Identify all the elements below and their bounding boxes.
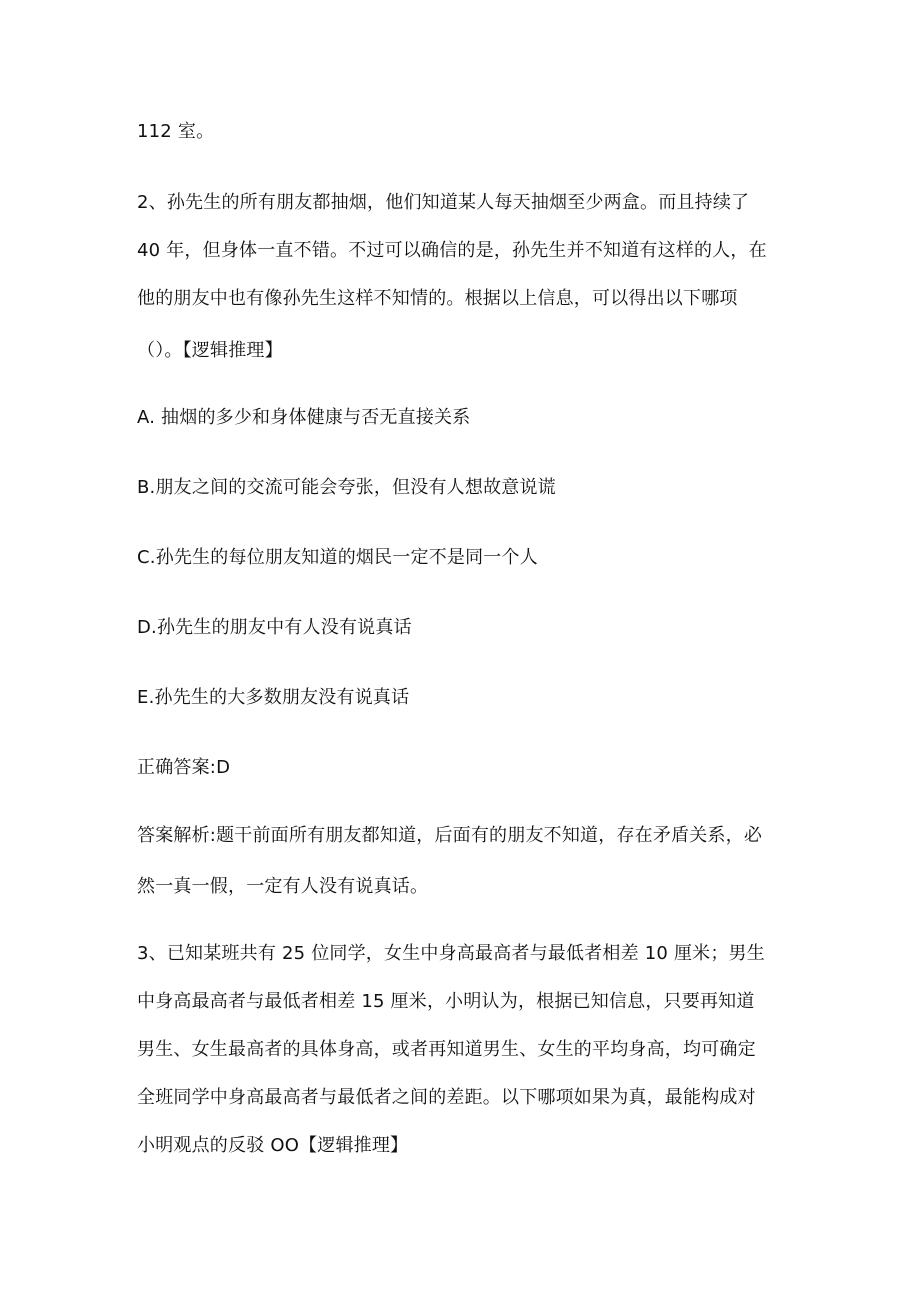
question-2-line-3: 他的朋友中也有像孙先生这样不知情的。根据以上信息，可以得出以下哪项 (137, 288, 738, 309)
question-2-line-1: 2、孙先生的所有朋友都抽烟，他们知道某人每天抽烟至少两盒。而且持续了 (137, 192, 750, 213)
question-3-line-4: 全班同学中身高最高者与最低者之间的差距。以下哪项如果为真，最能构成对 (137, 1087, 756, 1108)
question-2-option-a: A. 抽烟的多少和身体健康与否无直接关系 (137, 407, 471, 428)
question-3-line-2: 中身高最高者与最低者相差 15 厘米，小明认为，根据已知信息，只要再知道 (137, 991, 755, 1012)
question-2-analysis-line-1: 答案解析:题干前面所有朋友都知道，后面有的朋友不知道，存在矛盾关系，必 (137, 825, 763, 846)
question-3-line-5: 小明观点的反驳 OO【逻辑推理】 (137, 1135, 409, 1156)
question-2-option-e: E.孙先生的大多数朋友没有说真话 (137, 687, 410, 708)
question-2-line-2: 40 年，但身体一直不错。不过可以确信的是，孙先生并不知道有这样的人，在 (137, 240, 767, 261)
question-2-line-4: （）。【逻辑推理】 (137, 340, 283, 361)
prior-answer-fragment: 112 室。 (137, 121, 215, 142)
question-2-option-c: C.孙先生的每位朋友知道的烟民一定不是同一个人 (137, 547, 538, 568)
question-2-option-d: D.孙先生的朋友中有人没有说真话 (137, 617, 412, 638)
question-3-line-3: 男生、女生最高者的具体身高，或者再知道男生、女生的平均身高，均可确定 (137, 1039, 756, 1060)
question-2-option-b: B.朋友之间的交流可能会夸张，但没有人想故意说谎 (137, 477, 556, 498)
question-2-analysis-line-2: 然一真一假，一定有人没有说真话。 (137, 876, 429, 897)
question-2-answer: 正确答案:D (137, 757, 231, 778)
question-3-line-1: 3、已知某班共有 25 位同学，女生中身高最高者与最低者相差 10 厘米；男生 (137, 943, 765, 964)
